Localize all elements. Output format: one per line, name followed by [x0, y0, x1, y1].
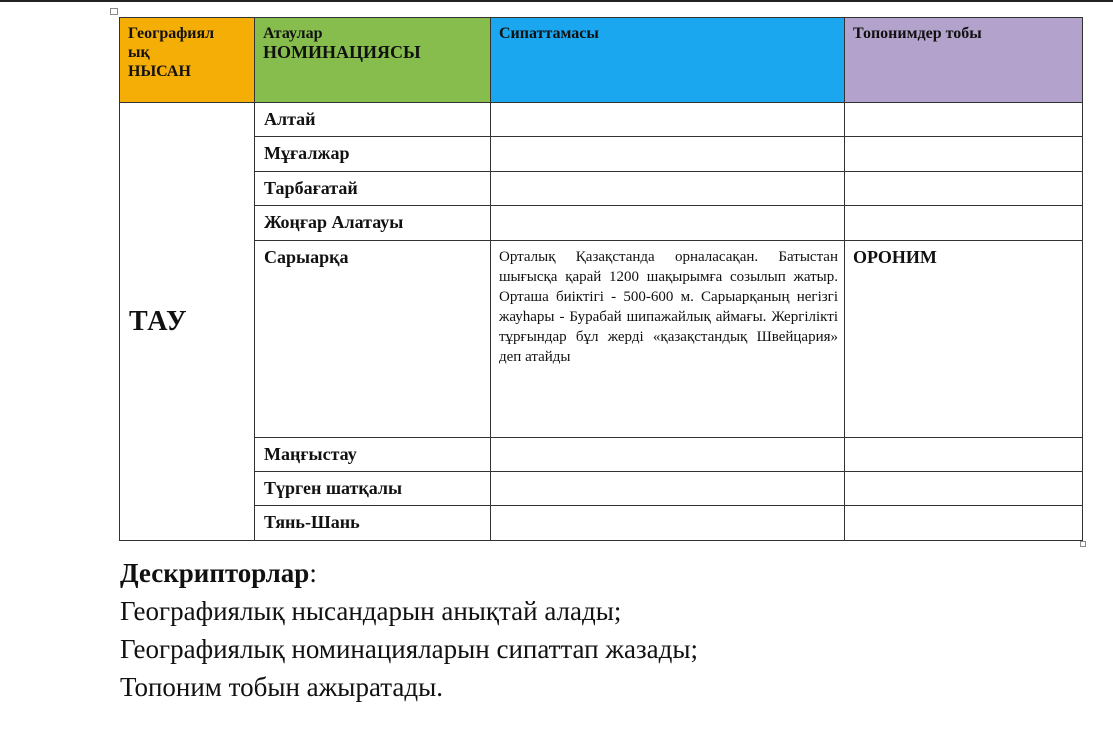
header-object-line1: Географиял: [128, 25, 215, 42]
header-object: [120, 18, 255, 103]
table-row: [120, 506, 1083, 541]
table-row: [120, 472, 1083, 506]
toponym-group-cell: [845, 438, 1083, 472]
toponym-group-cell: [845, 172, 1083, 206]
description-cell: [491, 472, 845, 506]
descriptors-colon: :: [309, 558, 317, 588]
top-border-line: [0, 0, 1113, 2]
description-cell: [491, 103, 845, 137]
nomination-cell: Алтай: [255, 103, 491, 137]
nomination-cell: Тарбағатай: [255, 172, 491, 206]
nomination-cell: Жоңғар Алатауы: [255, 206, 491, 241]
descriptors-heading: [120, 554, 1020, 592]
toponym-group-cell: [845, 506, 1083, 541]
table-row: [120, 137, 1083, 172]
nomination-cell: Маңғыстау: [255, 438, 491, 472]
header-description: [491, 18, 845, 103]
nomination-cell: Мұғалжар: [255, 137, 491, 172]
description-cell: Орталық Қазақстанда орналасақан. Батыстан шығысқа қарай 1200 шақырымға созылып жатыр. Орташа биіктігі - 500-600 м. Сарыарқаның негізгі жауһары - Бурабай шипажайлық аймағы. Жергілікті тұрғындар бұл жерді «қазақстандық Швейцария» деп атайды: [491, 241, 845, 438]
header-nominations-line2: НОМИНАЦИЯСЫ: [263, 42, 421, 62]
description-cell: [491, 172, 845, 206]
description-cell: [491, 206, 845, 241]
object-value: ТАУ: [129, 305, 188, 337]
description-cell: [491, 506, 845, 541]
header-toponym-group-label: Топонимдер тобы: [853, 25, 982, 42]
table-row: [120, 206, 1083, 241]
header-toponym-group: [845, 18, 1083, 103]
descriptor-line: Географиялық номинацияларын сипаттап жазады;: [120, 634, 699, 664]
toponym-group-cell: ОРОНИМ: [845, 241, 1083, 438]
toponym-group-cell: [845, 206, 1083, 241]
nomination-cell: Сарыарқа: [255, 241, 491, 438]
descriptors-title: Дескрипторлар: [120, 558, 310, 588]
table-header-row: [120, 18, 1083, 103]
description-cell: [491, 137, 845, 172]
table-row: [120, 438, 1083, 472]
header-nominations: [255, 18, 491, 103]
nomination-cell: Тянь-Шань: [255, 506, 491, 541]
descriptors-block: [120, 554, 1020, 706]
header-description-label: Сипаттамасы: [499, 25, 599, 42]
descriptor-line: Географиялық нысандарын анықтай алады;: [120, 596, 622, 626]
table-resize-handle-icon[interactable]: [1080, 541, 1086, 547]
toponym-table: [119, 17, 1083, 541]
object-cell: [120, 103, 255, 541]
table-row: [120, 172, 1083, 206]
toponym-group-cell: [845, 103, 1083, 137]
toponym-group-cell: [845, 472, 1083, 506]
header-nominations-line1: Атаулар: [263, 25, 323, 42]
nomination-cell: Түрген шатқалы: [255, 472, 491, 506]
header-object-line2: ық: [128, 44, 150, 61]
description-cell: [491, 438, 845, 472]
toponym-group-cell: [845, 137, 1083, 172]
table-move-handle-icon[interactable]: [110, 8, 118, 15]
header-object-line3: НЫСАН: [128, 63, 191, 80]
table-row: [120, 241, 1083, 438]
descriptor-line: Топоним тобын ажыратады.: [120, 672, 443, 702]
table-row: [120, 103, 1083, 137]
